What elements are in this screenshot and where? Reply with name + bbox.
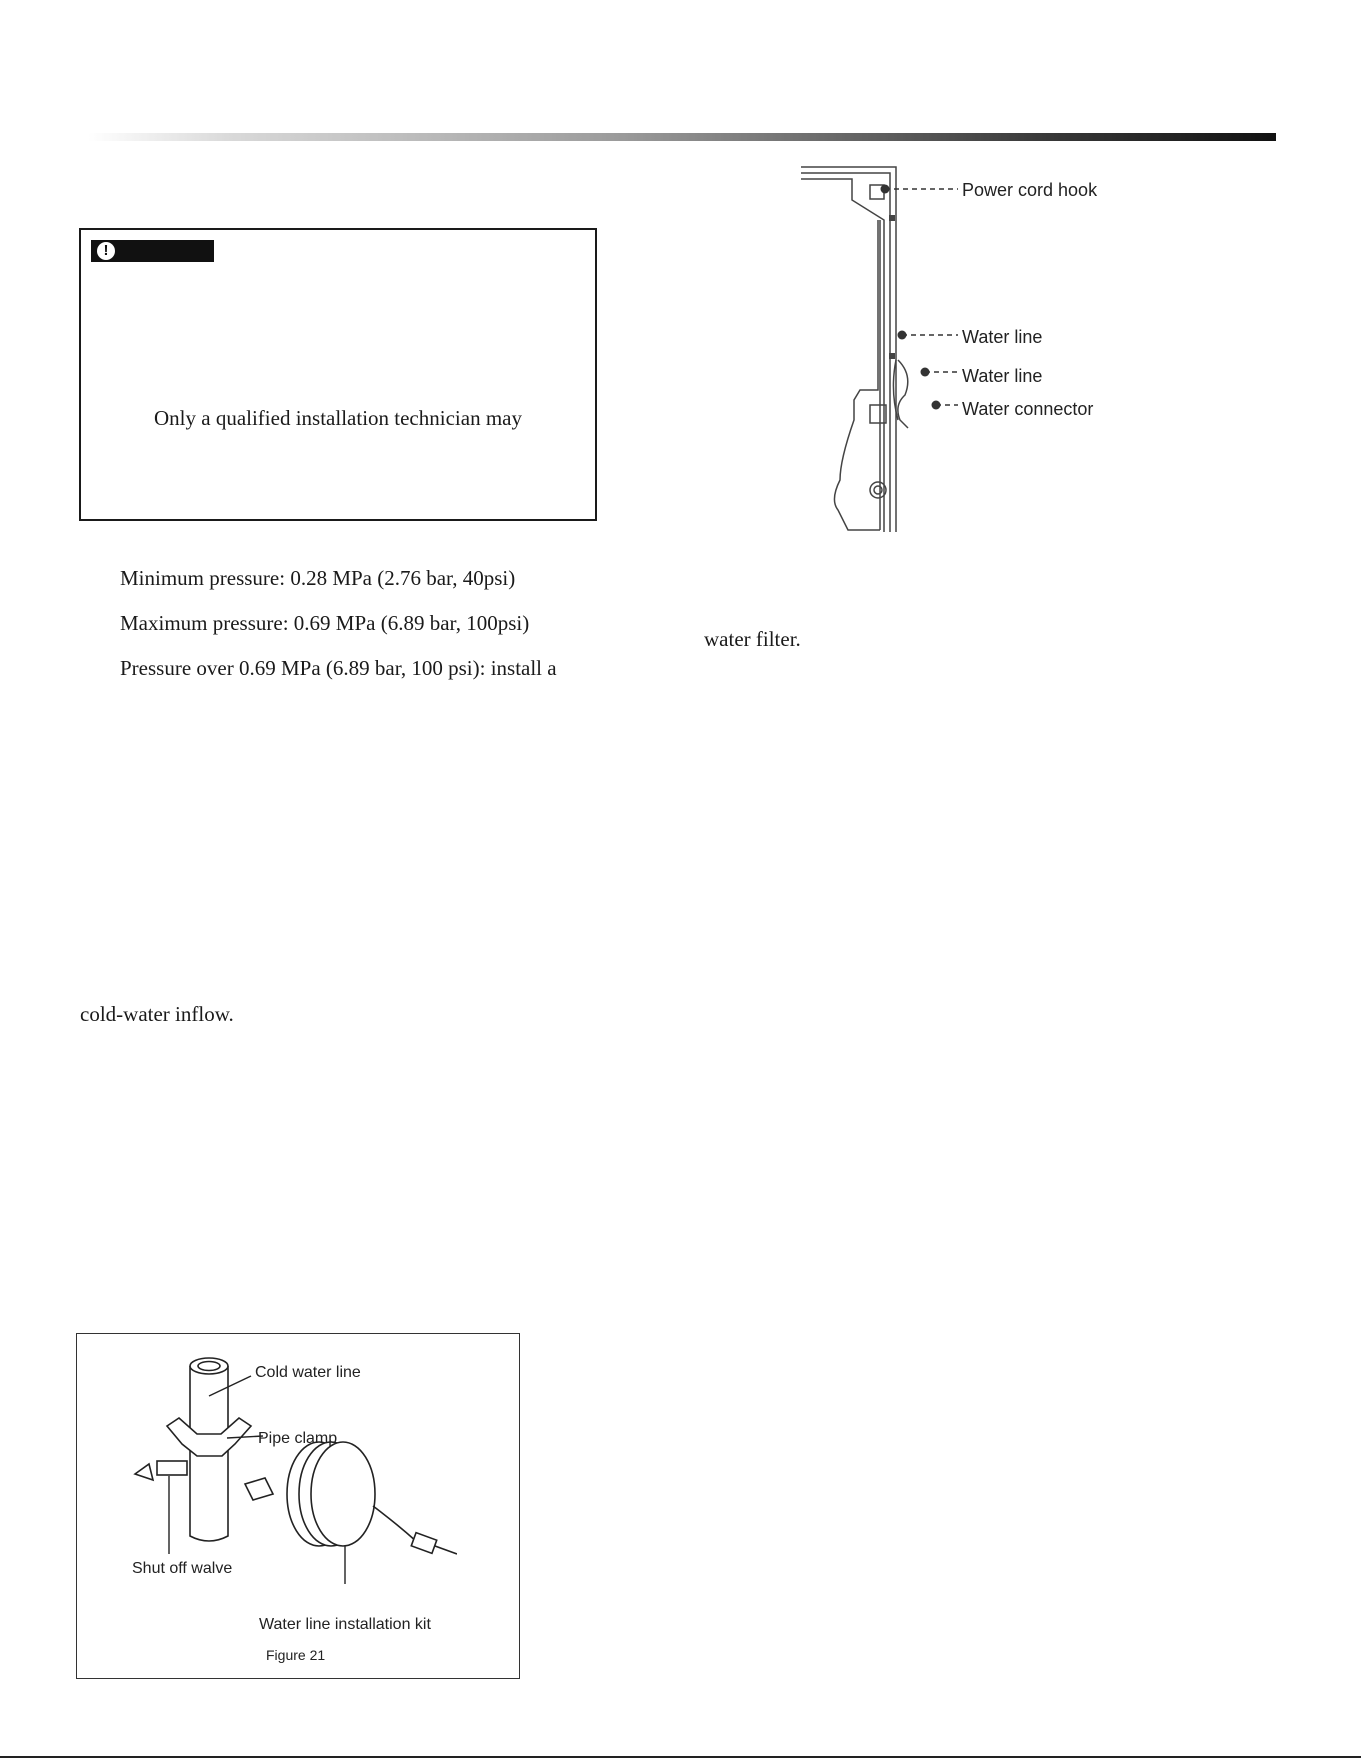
pipe-clamp-label: Pipe clamp (258, 1430, 338, 1447)
warning-header-bar (91, 240, 214, 262)
water-connector-label: Water connector (962, 399, 1094, 419)
figure-21-box (76, 1333, 520, 1679)
max-pressure-text: Maximum pressure: 0.69 MPa (6.89 bar, 100psi) (120, 611, 530, 635)
water-line-kit-label: Water line installation kit (259, 1616, 431, 1633)
over-pressure-text: Pressure over 0.69 MPa (6.89 bar, 100 psi): install a (120, 656, 557, 680)
water-filter-text: water filter. (704, 627, 801, 651)
water-line-kit-illustration (127, 1356, 457, 1586)
exclamation-icon: ! (97, 242, 115, 260)
min-pressure-text: Minimum pressure: 0.28 MPa (2.76 bar, 40psi) (120, 566, 516, 590)
diagram-leaders (870, 175, 960, 415)
water-line-label-2: Water line (962, 366, 1043, 386)
cold-water-line-label: Cold water line (255, 1364, 361, 1381)
warning-box (79, 228, 597, 521)
water-line-label-1: Water line (962, 327, 1043, 347)
cold-water-text: cold-water inflow. (80, 1002, 234, 1026)
footer-rule (0, 1756, 1361, 1758)
warning-text: Only a qualified installation technician may (154, 406, 522, 430)
shut-off-valve-label: Shut off walve (132, 1560, 233, 1577)
header-rule (88, 133, 1276, 141)
power-cord-hook-label: Power cord hook (962, 180, 1098, 200)
figure-caption: Figure 21 (266, 1647, 326, 1663)
